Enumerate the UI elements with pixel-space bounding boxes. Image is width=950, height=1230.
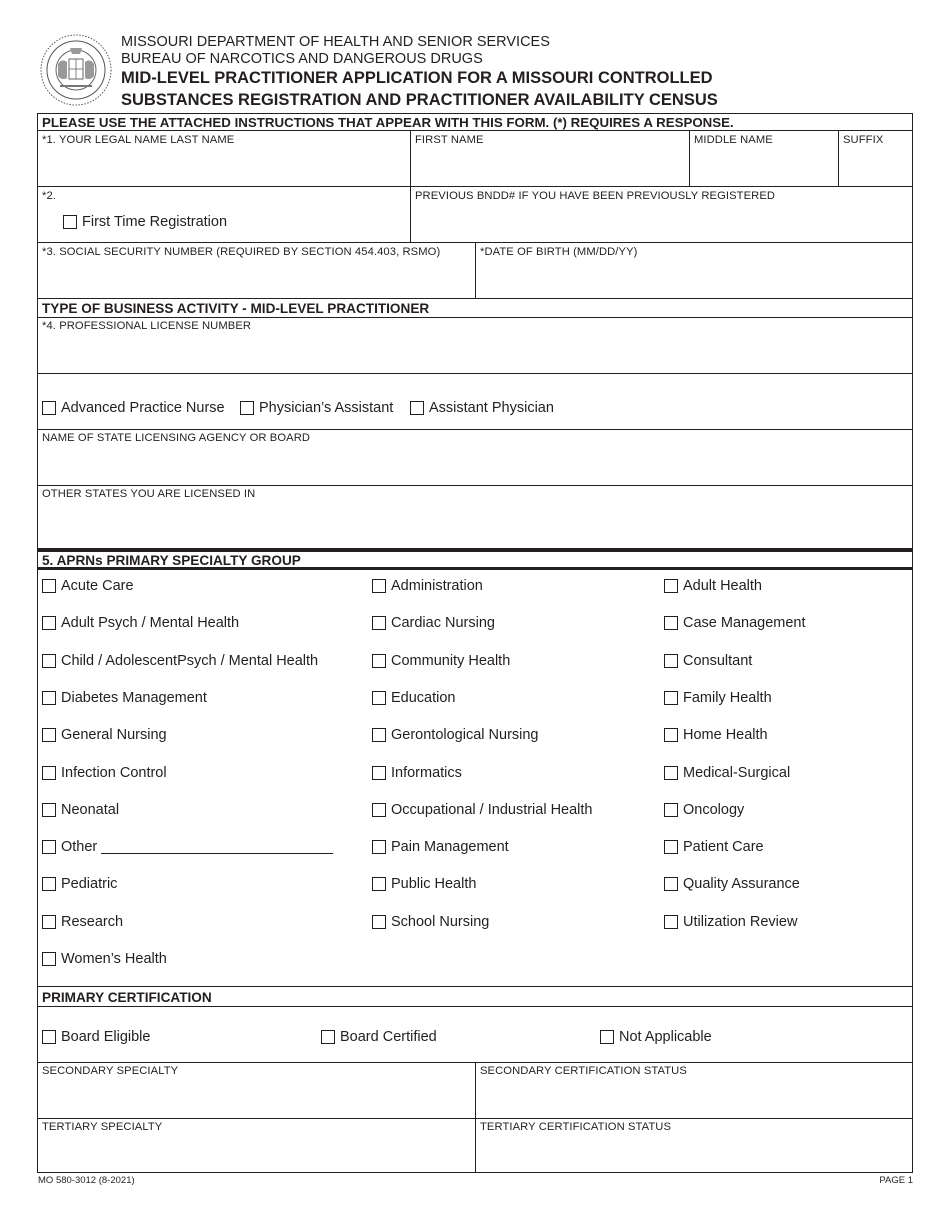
specialty-label: General Nursing: [61, 727, 167, 744]
checkbox-box[interactable]: [240, 401, 254, 415]
specialty-label: Other: [61, 839, 98, 856]
legal-last-name-field[interactable]: *1. YOUR LEGAL NAME LAST NAME: [42, 134, 235, 146]
tertiary-specialty-field[interactable]: TERTIARY SPECIALTY: [42, 1121, 163, 1133]
business-activity-heading: TYPE OF BUSINESS ACTIVITY - MID-LEVEL PRACTITIONER: [42, 301, 430, 316]
checkbox-box[interactable]: [664, 840, 678, 854]
date-of-birth-field[interactable]: *DATE OF BIRTH (MM/DD/YY): [480, 246, 638, 258]
checkbox-box[interactable]: [42, 952, 56, 966]
specialty-gerontological-nursing-checkbox[interactable]: [372, 727, 539, 743]
specialty-utilization-review-checkbox[interactable]: [664, 914, 797, 930]
specialty-label: Family Health: [683, 689, 772, 706]
specialty-oncology-checkbox[interactable]: [664, 802, 744, 818]
specialty-diabetes-management-checkbox[interactable]: [42, 690, 207, 706]
form-header: [40, 34, 920, 112]
specialty-label: Pediatric: [61, 876, 118, 893]
checkbox-box[interactable]: [42, 691, 56, 705]
checkbox-box[interactable]: [42, 616, 56, 630]
specialty-pediatric-checkbox[interactable]: [42, 876, 117, 892]
primary-certification-heading: PRIMARY CERTIFICATION: [42, 990, 212, 1005]
checkbox-box[interactable]: [664, 654, 678, 668]
specialty-label: Adult Psych / Mental Health: [61, 615, 240, 632]
board-certified-label: Board Certified: [340, 1029, 437, 1045]
previous-bndd-field[interactable]: PREVIOUS BNDD# IF YOU HAVE BEEN PREVIOUSLY REGISTERED: [415, 190, 776, 202]
suffix-field[interactable]: SUFFIX: [843, 134, 884, 146]
checkbox-box[interactable]: [664, 728, 678, 742]
checkbox-box[interactable]: [664, 766, 678, 780]
physicians-assistant-label: Physician’s Assistant: [259, 400, 394, 416]
specialty-medical-surgical-checkbox[interactable]: [664, 765, 790, 781]
specialty-label: Home Health: [683, 727, 768, 744]
secondary-certification-status-field[interactable]: SECONDARY CERTIFICATION STATUS: [480, 1065, 687, 1077]
page-number: PAGE 1: [879, 1175, 913, 1186]
checkbox-box[interactable]: [321, 1030, 335, 1044]
specialty-label: Informatics: [391, 764, 462, 781]
board-certified-checkbox[interactable]: [321, 1029, 437, 1045]
item-2-label: *2.: [42, 190, 56, 202]
checkbox-box[interactable]: [372, 877, 386, 891]
first-time-registration-checkbox[interactable]: [63, 214, 227, 230]
specialty-administration-checkbox[interactable]: [372, 578, 483, 594]
checkbox-box[interactable]: [42, 840, 56, 854]
checkbox-box[interactable]: [42, 728, 56, 742]
checkbox-box[interactable]: [664, 579, 678, 593]
specialty-women-s-health-checkbox[interactable]: [42, 951, 167, 967]
specialty-occupational-industrial-health-checkbox[interactable]: [372, 802, 593, 818]
checkbox-box[interactable]: [42, 766, 56, 780]
specialty-label: Infection Control: [61, 764, 167, 781]
specialty-label: Diabetes Management: [61, 689, 207, 706]
specialty-label: Oncology: [683, 801, 745, 818]
assistant-physician-checkbox[interactable]: [410, 400, 554, 416]
checkbox-box[interactable]: [372, 803, 386, 817]
checkbox-box[interactable]: [372, 728, 386, 742]
checkbox-box[interactable]: [410, 401, 424, 415]
specialty-family-health-checkbox[interactable]: [664, 690, 772, 706]
first-name-field[interactable]: FIRST NAME: [415, 134, 484, 146]
advanced-practice-nurse-label: Advanced Practice Nurse: [61, 400, 225, 416]
specialty-label: Utilization Review: [683, 913, 798, 930]
form-title-line-2: SUBSTANCES REGISTRATION AND PRACTITIONER AVAILABILITY CENSUS: [121, 91, 718, 109]
checkbox-box[interactable]: [42, 803, 56, 817]
checkbox-box[interactable]: [63, 215, 77, 229]
specialty-child-adolescentpsych-mental-health-checkbox[interactable]: [42, 653, 318, 669]
middle-name-field[interactable]: MIDDLE NAME: [694, 134, 773, 146]
tertiary-certification-status-field[interactable]: TERTIARY CERTIFICATION STATUS: [480, 1121, 672, 1133]
checkbox-box[interactable]: [42, 401, 56, 415]
checkbox-box[interactable]: [42, 1030, 56, 1044]
professional-license-number-field[interactable]: *4. PROFESSIONAL LICENSE NUMBER: [42, 320, 252, 332]
secondary-specialty-field[interactable]: SECONDARY SPECIALTY: [42, 1065, 179, 1077]
form-number: MO 580-3012 (8-2021): [38, 1175, 135, 1186]
checkbox-box[interactable]: [600, 1030, 614, 1044]
specialty-label: Consultant: [683, 652, 753, 669]
specialty-community-health-checkbox[interactable]: [372, 653, 510, 669]
specialty-informatics-checkbox[interactable]: [372, 765, 462, 781]
ssn-field[interactable]: *3. SOCIAL SECURITY NUMBER (REQUIRED BY SECTION 454.403, RSMO): [42, 246, 441, 258]
checkbox-box[interactable]: [372, 915, 386, 929]
missouri-state-seal-icon: [40, 34, 112, 106]
specialty-education-checkbox[interactable]: [372, 690, 456, 706]
specialty-label: Acute Care: [61, 578, 134, 594]
specialty-label: Occupational / Industrial Health: [391, 801, 593, 818]
specialty-research-checkbox[interactable]: [42, 914, 123, 930]
checkbox-box[interactable]: [372, 616, 386, 630]
bureau-name: BUREAU OF NARCOTICS AND DANGEROUS DRUGS: [121, 51, 483, 67]
checkbox-box[interactable]: [372, 840, 386, 854]
checkbox-box[interactable]: [664, 616, 678, 630]
specialty-label: Education: [391, 689, 456, 706]
department-name: MISSOURI DEPARTMENT OF HEALTH AND SENIOR SERVICES: [121, 34, 550, 50]
assistant-physician-label: Assistant Physician: [429, 400, 554, 416]
specialty-label: School Nursing: [391, 913, 490, 930]
specialty-label: Research: [61, 913, 124, 930]
specialty-adult-health-checkbox[interactable]: [664, 578, 762, 594]
checkbox-box[interactable]: [42, 579, 56, 593]
specialty-label: Medical-Surgical: [683, 764, 791, 781]
specialty-neonatal-checkbox[interactable]: [42, 802, 119, 818]
licensing-agency-field[interactable]: NAME OF STATE LICENSING AGENCY OR BOARD: [42, 432, 311, 444]
application-form: [37, 113, 913, 1173]
specialty-label: Quality Assurance: [683, 876, 800, 893]
specialty-public-health-checkbox[interactable]: [372, 876, 476, 892]
specialty-label: Child / AdolescentPsych / Mental Health: [61, 652, 319, 669]
board-eligible-checkbox[interactable]: [42, 1029, 150, 1045]
checkbox-box[interactable]: [664, 877, 678, 891]
specialty-label: Patient Care: [683, 839, 764, 856]
not-applicable-checkbox[interactable]: [600, 1029, 712, 1045]
specialty-label: Pain Management: [391, 839, 509, 856]
checkbox-box[interactable]: [664, 691, 678, 705]
primary-specialty-heading: 5. APRNs PRIMARY SPECIALTY GROUP: [42, 553, 301, 568]
specialty-label: Community Health: [391, 652, 511, 669]
physicians-assistant-checkbox[interactable]: [240, 400, 393, 416]
checkbox-box[interactable]: [372, 766, 386, 780]
advanced-practice-nurse-checkbox[interactable]: [42, 400, 225, 416]
specialty-label: Gerontological Nursing: [391, 727, 539, 744]
specialty-label: Case Management: [683, 615, 806, 632]
first-time-registration-label: First Time Registration: [82, 214, 228, 230]
checkbox-box[interactable]: [372, 654, 386, 668]
instructions-banner: PLEASE USE THE ATTACHED INSTRUCTIONS THAT APPEAR WITH THIS FORM. (*) REQUIRES A RESPONSE.: [42, 115, 734, 130]
specialty-patient-care-checkbox[interactable]: [664, 839, 764, 855]
specialty-label: Women’s Health: [61, 951, 167, 967]
specialty-school-nursing-checkbox[interactable]: [372, 914, 489, 930]
other-states-field[interactable]: OTHER STATES YOU ARE LICENSED IN: [42, 488, 256, 500]
specialty-case-management-checkbox[interactable]: [664, 615, 806, 631]
specialty-adult-psych-mental-health-checkbox[interactable]: [42, 615, 239, 631]
specialty-label: Administration: [391, 578, 483, 594]
specialty-consultant-checkbox[interactable]: [664, 653, 752, 669]
specialty-label: Cardiac Nursing: [391, 615, 495, 632]
form-title-line-1: MID-LEVEL PRACTITIONER APPLICATION FOR A MISSOURI CONTROLLED: [121, 69, 713, 87]
checkbox-box[interactable]: [42, 877, 56, 891]
specialty-other-checkbox[interactable]: [42, 839, 333, 855]
specialty-label: Neonatal: [61, 801, 120, 818]
not-applicable-label: Not Applicable: [619, 1029, 712, 1045]
board-eligible-label: Board Eligible: [61, 1029, 151, 1045]
checkbox-box[interactable]: [372, 579, 386, 593]
other-specialty-input[interactable]: [101, 840, 333, 854]
specialty-infection-control-checkbox[interactable]: [42, 765, 167, 781]
specialty-acute-care-checkbox[interactable]: [42, 578, 134, 594]
specialty-general-nursing-checkbox[interactable]: [42, 727, 167, 743]
checkbox-box[interactable]: [372, 691, 386, 705]
specialty-quality-assurance-checkbox[interactable]: [664, 876, 800, 892]
specialty-pain-management-checkbox[interactable]: [372, 839, 509, 855]
checkbox-box[interactable]: [664, 803, 678, 817]
checkbox-box[interactable]: [42, 915, 56, 929]
specialty-label: Adult Health: [683, 578, 762, 594]
specialty-cardiac-nursing-checkbox[interactable]: [372, 615, 495, 631]
checkbox-box[interactable]: [42, 654, 56, 668]
specialty-label: Public Health: [391, 876, 477, 893]
specialty-home-health-checkbox[interactable]: [664, 727, 768, 743]
checkbox-box[interactable]: [664, 915, 678, 929]
